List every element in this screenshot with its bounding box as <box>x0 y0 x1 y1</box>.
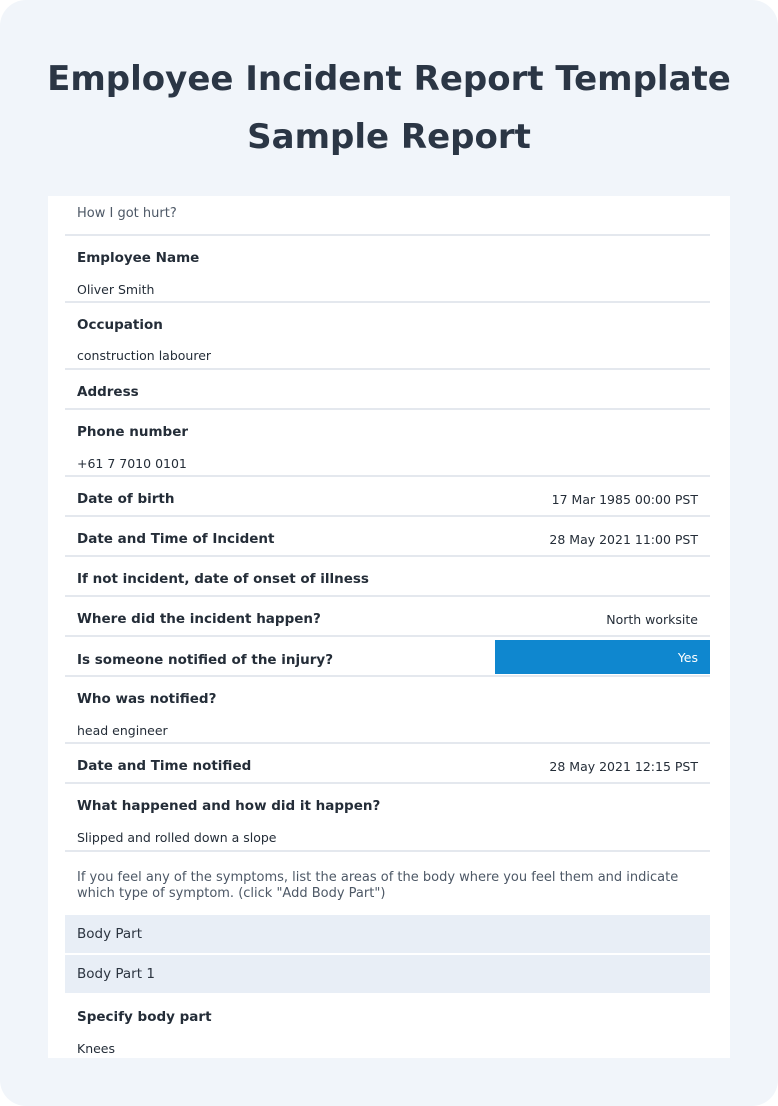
incident-location-label: Where did the incident happen? <box>77 611 321 627</box>
notified-time-value: 28 May 2021 12:15 PST <box>549 759 698 774</box>
page-title <box>0 50 778 166</box>
title-line-2: Sample Report <box>247 117 531 157</box>
notified-value: Yes <box>677 650 698 665</box>
illness-onset-row <box>65 557 710 597</box>
intro-text: How I got hurt? <box>77 206 177 221</box>
illness-onset-label: If not incident, date of onset of illness <box>77 571 369 587</box>
specify-body-part-label: Specify body part <box>77 1009 212 1025</box>
employee-name-value: Oliver Smith <box>77 282 155 297</box>
who-notified-row <box>65 677 710 744</box>
address-label: Address <box>77 384 139 400</box>
occupation-value: construction labourer <box>77 348 212 363</box>
phone-row <box>65 410 710 477</box>
notified-yes-badge <box>495 640 710 674</box>
occupation-row <box>65 303 710 370</box>
incident-time-value: 28 May 2021 11:00 PST <box>549 532 698 547</box>
notified-label: Is someone notified of the injury? <box>77 652 334 668</box>
incident-time-label: Date and Time of Incident <box>77 531 275 547</box>
notified-time-label: Date and Time notified <box>77 758 252 774</box>
employee-name-row <box>65 236 710 303</box>
phone-label: Phone number <box>77 424 189 440</box>
dob-value: 17 Mar 1985 00:00 PST <box>551 492 698 507</box>
title-line-1: Employee Incident Report Template <box>47 59 731 99</box>
what-happened-row <box>65 784 710 852</box>
address-row <box>65 370 710 410</box>
who-notified-label: Who was notified? <box>77 691 217 707</box>
dob-row <box>65 477 710 517</box>
body-part-section <box>65 915 710 953</box>
symptoms-note: If you feel any of the symptoms, list the areas of the body where you feel them and indicate which type of symptom. (click "Add Body Part") <box>77 870 679 901</box>
what-happened-value: Slipped and rolled down a slope <box>77 830 277 845</box>
specify-body-part-value: Knees <box>77 1041 116 1056</box>
occupation-label: Occupation <box>77 317 163 333</box>
employee-name-label: Employee Name <box>77 250 200 266</box>
report-sheet <box>48 196 730 1058</box>
phone-value: +61 7 7010 0101 <box>77 456 187 471</box>
dob-label: Date of birth <box>77 491 175 507</box>
incident-time-row <box>65 517 710 557</box>
body-part-item-label: Body Part 1 <box>77 966 155 982</box>
incident-location-value: North worksite <box>606 612 698 627</box>
notified-row <box>65 637 710 677</box>
incident-location-row <box>65 597 710 637</box>
what-happened-label: What happened and how did it happen? <box>77 798 381 814</box>
notified-time-row <box>65 744 710 784</box>
intro-row <box>65 196 710 236</box>
body-part-item[interactable] <box>65 955 710 993</box>
body-part-section-label: Body Part <box>77 926 143 942</box>
who-notified-value: head engineer <box>77 723 168 738</box>
